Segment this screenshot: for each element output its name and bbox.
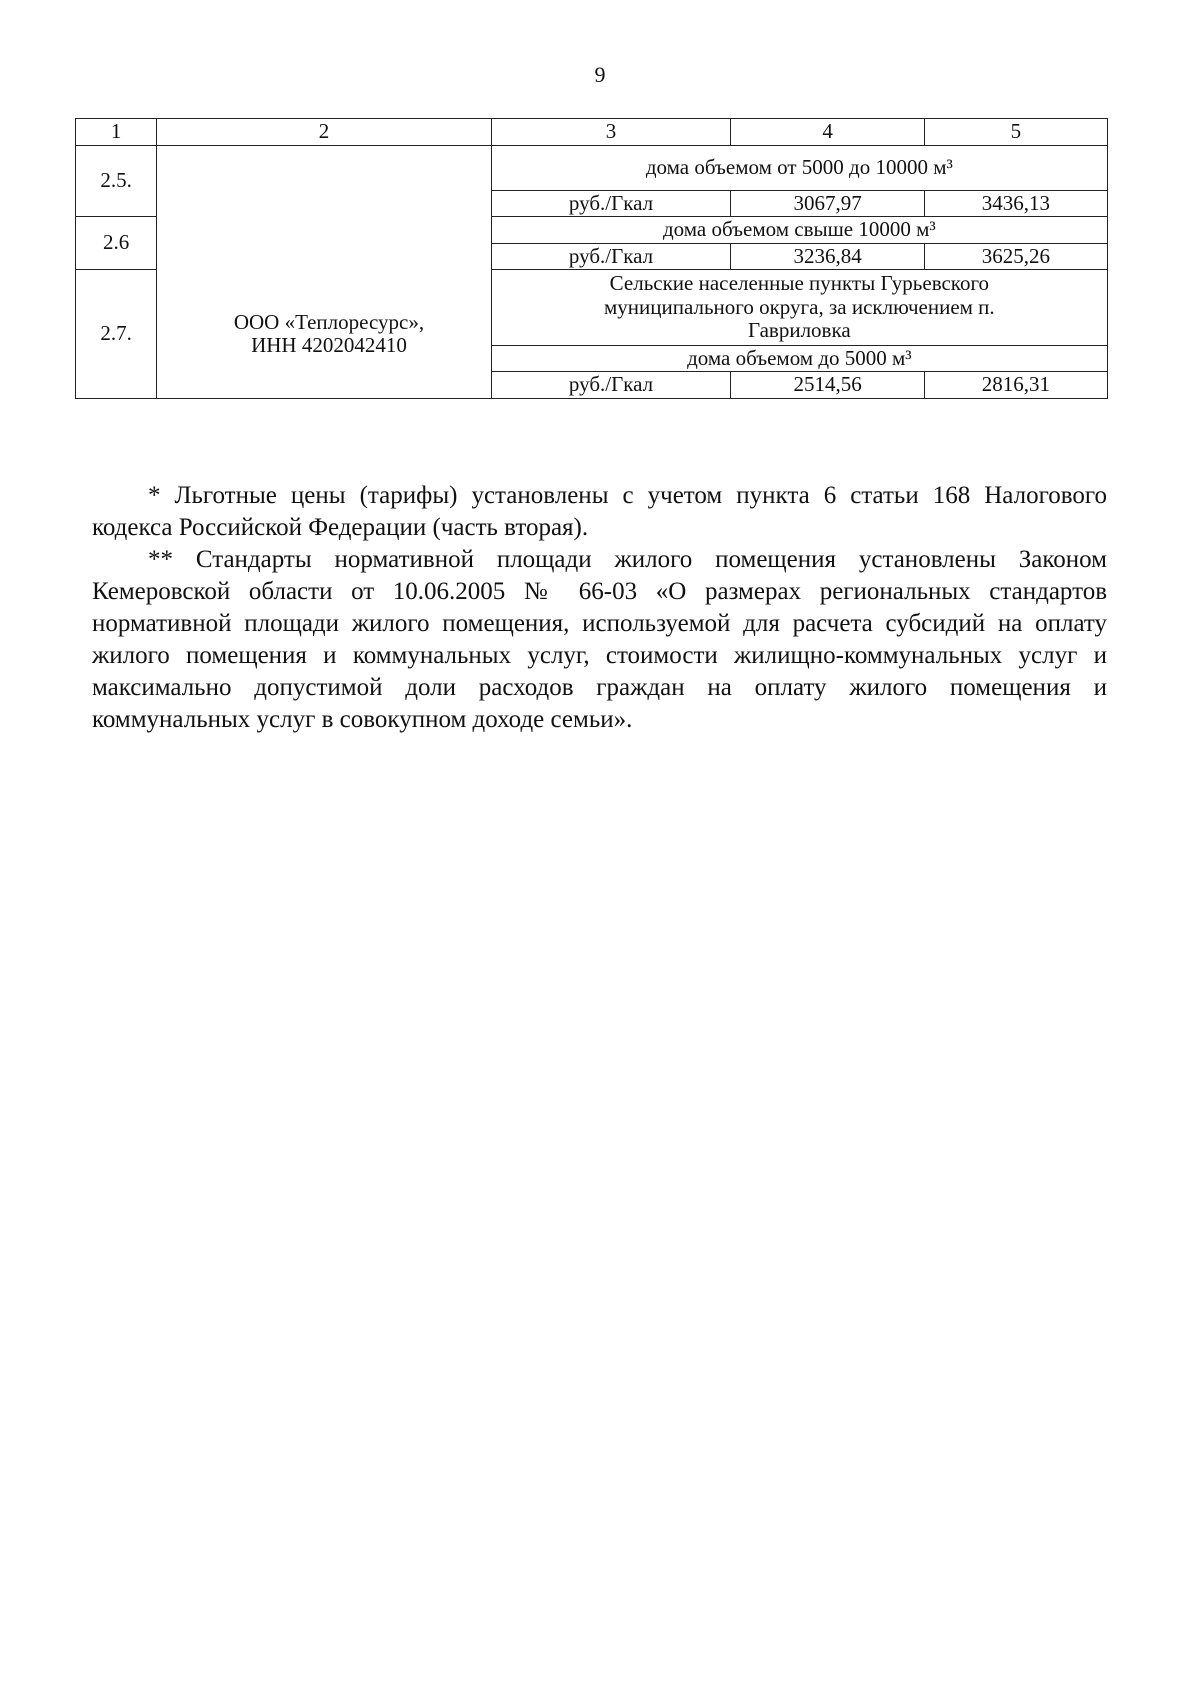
group-label: дома объемом до 5000 м³ bbox=[491, 345, 1107, 372]
unit-cell: руб./Гкал bbox=[491, 372, 731, 399]
value-cell: 3436,13 bbox=[924, 190, 1107, 217]
page-number: 9 bbox=[594, 62, 606, 87]
value-cell: 3625,26 bbox=[924, 243, 1107, 270]
value-cell: 3236,84 bbox=[731, 243, 924, 270]
header-col-3: 3 bbox=[491, 119, 731, 146]
group-label: дома объемом от 5000 до 10000 м³ bbox=[491, 145, 1107, 190]
row-number: 2.7. bbox=[76, 270, 157, 399]
row-number: 2.5. bbox=[76, 145, 157, 217]
organization-name: ООО «Теплоресурс», bbox=[233, 309, 425, 334]
value-cell: 3067,97 bbox=[731, 190, 924, 217]
header-col-4: 4 bbox=[731, 119, 924, 146]
footnote-1: * Льготные цены (тарифы) установлены с учетом пункта 6 статьи 168 Налогового кодекса Российской Федерации (часть вторая). bbox=[92, 482, 1107, 541]
row-number: 2.6 bbox=[76, 217, 157, 270]
table-header-row bbox=[76, 119, 1108, 146]
footnotes bbox=[92, 480, 1107, 736]
header-col-1: 1 bbox=[76, 119, 157, 146]
value-cell: 2514,56 bbox=[731, 372, 924, 399]
table-row bbox=[76, 145, 1108, 190]
value-cell: 2816,31 bbox=[924, 372, 1107, 399]
area-label: Сельские населенные пункты Гурьевского муниципального округа, за исключением п. Гавриловка bbox=[491, 270, 1107, 346]
tariff-table bbox=[75, 118, 1108, 399]
footnote-2: ** Стандарты нормативной площади жилого помещения установлены Законом Кемеровской области от 10.06.2005 № 66-03 «О размерах региональных стандартов нормативной площади жилого помещения, используемой для расчета субсидий на оплату жилого помещения и коммунальных услуг, стоимости жилищно-коммунальных услуг и максимально допустимой доли расходов граждан на оплату жилого помещения и коммунальных услуг в совокупном доходе семьи». bbox=[92, 546, 1107, 733]
unit-cell: руб./Гкал bbox=[491, 243, 731, 270]
header-col-2: 2 bbox=[157, 119, 491, 146]
group-label: дома объемом свыше 10000 м³ bbox=[491, 217, 1107, 244]
organization-inn: ИНН 4202042410 bbox=[251, 333, 407, 358]
unit-cell: руб./Гкал bbox=[491, 190, 731, 217]
organization-cell bbox=[157, 145, 491, 398]
header-col-5: 5 bbox=[924, 119, 1107, 146]
